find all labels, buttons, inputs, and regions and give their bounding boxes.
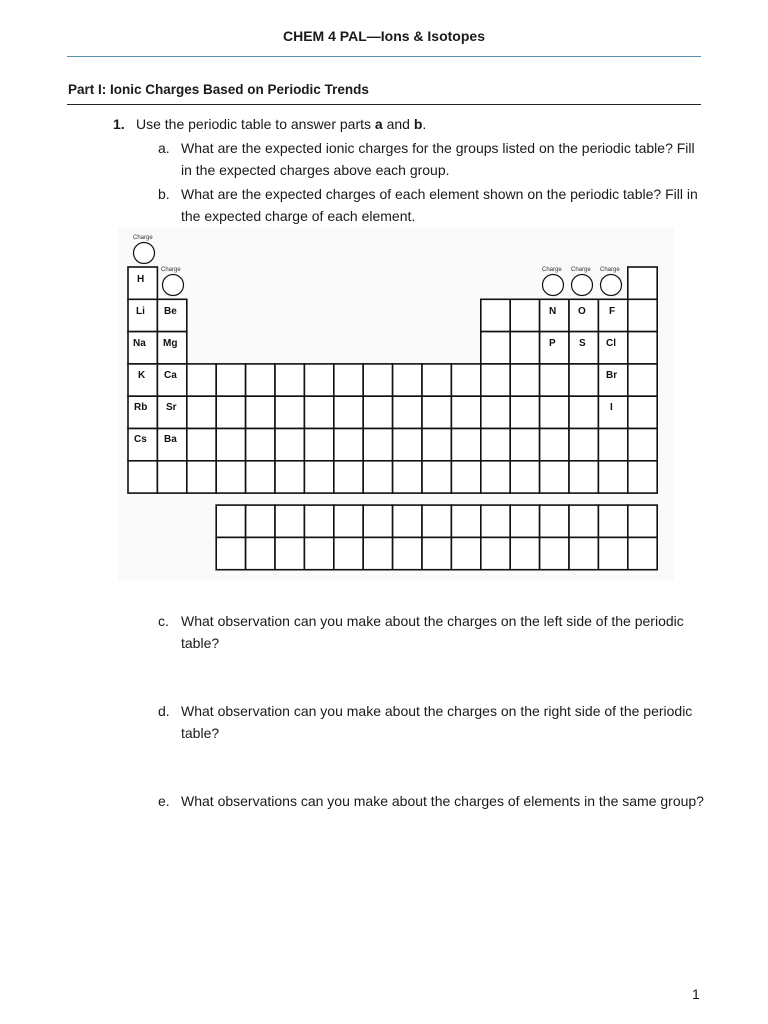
question-text-and: and — [382, 116, 414, 132]
periodic-cell[interactable] — [510, 429, 539, 461]
periodic-cell[interactable] — [187, 364, 216, 396]
periodic-cell[interactable] — [363, 429, 392, 461]
element-cs: Cs — [134, 434, 147, 445]
element-mg: Mg — [163, 338, 178, 349]
periodic-cell[interactable] — [216, 396, 245, 428]
periodic-cell[interactable] — [304, 396, 333, 428]
periodic-cell[interactable] — [451, 364, 480, 396]
periodic-cell[interactable] — [304, 537, 333, 569]
document-title: CHEM 4 PAL—Ions & Isotopes — [283, 28, 485, 44]
periodic-cell[interactable] — [187, 396, 216, 428]
periodic-cell[interactable] — [481, 332, 510, 364]
periodic-cell[interactable] — [363, 396, 392, 428]
periodic-cell[interactable] — [481, 299, 510, 331]
periodic-cell[interactable] — [481, 429, 510, 461]
periodic-cell[interactable] — [481, 396, 510, 428]
periodic-cell[interactable] — [451, 505, 480, 537]
periodic-table-figure — [118, 228, 674, 580]
periodic-cell[interactable] — [246, 537, 275, 569]
periodic-cell[interactable] — [334, 537, 363, 569]
periodic-cell[interactable] — [304, 429, 333, 461]
charge-circle-group1[interactable] — [134, 243, 155, 264]
element-i: I — [610, 402, 613, 413]
element-f: F — [609, 306, 616, 317]
element-ca: Ca — [164, 370, 177, 381]
periodic-cell[interactable] — [275, 364, 304, 396]
periodic-cell[interactable] — [569, 364, 598, 396]
periodic-cell[interactable] — [481, 364, 510, 396]
subquestion-text: What are the expected charges of each element shown on the periodic table? Fill in the expected charge of each element. — [181, 186, 698, 224]
periodic-cell[interactable] — [304, 505, 333, 537]
charge-circle-group16[interactable] — [572, 275, 593, 296]
periodic-cell[interactable] — [628, 537, 657, 569]
periodic-cell[interactable] — [393, 364, 422, 396]
periodic-cell[interactable] — [481, 461, 510, 493]
subquestion-letter: c. — [158, 613, 169, 629]
periodic-cell[interactable] — [569, 429, 598, 461]
element-ba: Ba — [164, 434, 177, 445]
question-number: 1. — [113, 116, 125, 132]
periodic-cell[interactable] — [628, 332, 657, 364]
periodic-cell[interactable] — [628, 461, 657, 493]
periodic-cell[interactable] — [451, 537, 480, 569]
periodic-cell[interactable] — [540, 461, 569, 493]
periodic-cell[interactable] — [246, 429, 275, 461]
element-n: N — [549, 306, 557, 317]
charge-circle-group15[interactable] — [543, 275, 564, 296]
periodic-cell[interactable] — [363, 537, 392, 569]
periodic-cell[interactable] — [275, 396, 304, 428]
charge-label-group17: Charge — [600, 267, 620, 273]
periodic-cell[interactable] — [598, 461, 627, 493]
periodic-cell[interactable] — [510, 396, 539, 428]
subquestion-text: What observations can you make about the charges of elements in the same group? — [181, 793, 704, 809]
periodic-cell[interactable] — [569, 396, 598, 428]
periodic-cell[interactable] — [334, 461, 363, 493]
header-divider — [67, 56, 701, 57]
periodic-cell[interactable] — [275, 461, 304, 493]
periodic-cell[interactable] — [216, 364, 245, 396]
periodic-cell[interactable] — [422, 364, 451, 396]
periodic-cell[interactable] — [451, 461, 480, 493]
periodic-cell[interactable] — [510, 505, 539, 537]
periodic-cell[interactable] — [216, 505, 245, 537]
periodic-cell[interactable] — [393, 537, 422, 569]
periodic-cell[interactable] — [187, 429, 216, 461]
periodic-cell[interactable] — [628, 267, 657, 299]
periodic-cell[interactable] — [510, 537, 539, 569]
periodic-cell[interactable] — [334, 429, 363, 461]
periodic-cell[interactable] — [334, 505, 363, 537]
element-na: Na — [133, 338, 146, 349]
periodic-cell[interactable] — [540, 364, 569, 396]
periodic-cell[interactable] — [422, 505, 451, 537]
periodic-cell[interactable] — [216, 461, 245, 493]
charge-label-group16: Charge — [571, 267, 591, 273]
periodic-cell[interactable] — [304, 461, 333, 493]
periodic-cell[interactable] — [451, 396, 480, 428]
charge-label-group1: Charge — [133, 235, 153, 241]
element-k: K — [138, 370, 146, 381]
periodic-cell[interactable] — [393, 461, 422, 493]
periodic-cell[interactable] — [451, 429, 480, 461]
periodic-cell[interactable] — [216, 537, 245, 569]
subquestion-letter: d. — [158, 703, 170, 719]
periodic-cell[interactable] — [246, 505, 275, 537]
periodic-cell[interactable] — [275, 537, 304, 569]
question-text-end: . — [422, 116, 427, 132]
periodic-cell[interactable] — [187, 461, 216, 493]
periodic-cell[interactable] — [246, 364, 275, 396]
periodic-cell[interactable] — [510, 364, 539, 396]
periodic-cell[interactable] — [422, 537, 451, 569]
periodic-cell[interactable] — [510, 461, 539, 493]
element-br: Br — [606, 370, 618, 381]
periodic-cell[interactable] — [510, 299, 539, 331]
periodic-cell[interactable] — [334, 396, 363, 428]
subquestion-letter: a. — [158, 140, 170, 156]
subquestion-text: What observation can you make about the charges on the right side of the periodic table? — [181, 703, 693, 741]
periodic-cell[interactable] — [363, 505, 392, 537]
periodic-cell[interactable] — [481, 505, 510, 537]
periodic-cell[interactable] — [540, 505, 569, 537]
periodic-cell[interactable] — [540, 429, 569, 461]
element-p: P — [549, 338, 556, 349]
element-sr: Sr — [166, 402, 177, 413]
element-be: Be — [164, 306, 177, 317]
part-divider — [67, 104, 701, 105]
charge-circle-group2[interactable] — [163, 275, 184, 296]
periodic-cell[interactable] — [628, 429, 657, 461]
periodic-cell[interactable] — [393, 505, 422, 537]
periodic-cell[interactable] — [540, 537, 569, 569]
periodic-cell[interactable] — [246, 396, 275, 428]
periodic-cell[interactable] — [128, 461, 157, 493]
periodic-cell[interactable] — [363, 461, 392, 493]
periodic-cell[interactable] — [628, 396, 657, 428]
periodic-cell[interactable] — [598, 537, 627, 569]
subquestion-text: What observation can you make about the charges on the left side of the periodic table? — [181, 613, 684, 651]
periodic-cell[interactable] — [510, 332, 539, 364]
periodic-cell[interactable] — [569, 461, 598, 493]
periodic-cell[interactable] — [540, 396, 569, 428]
periodic-cell[interactable] — [393, 396, 422, 428]
periodic-table — [118, 228, 674, 580]
periodic-cell[interactable] — [598, 429, 627, 461]
periodic-cell[interactable] — [363, 364, 392, 396]
periodic-cell[interactable] — [393, 429, 422, 461]
periodic-cell[interactable] — [422, 429, 451, 461]
periodic-cell[interactable] — [246, 461, 275, 493]
subquestion-text: What are the expected ionic charges for the groups listed on the periodic table? Fill in the expected charges above each group. — [181, 140, 695, 178]
periodic-cell[interactable] — [628, 299, 657, 331]
question-text-start: Use the periodic table to answer parts — [136, 116, 375, 132]
subquestion-letter: b. — [158, 186, 170, 202]
element-rb: Rb — [134, 402, 148, 413]
periodic-cell[interactable] — [157, 461, 186, 493]
periodic-cell[interactable] — [628, 505, 657, 537]
periodic-cell[interactable] — [275, 505, 304, 537]
periodic-cell[interactable] — [569, 505, 598, 537]
periodic-cell[interactable] — [334, 364, 363, 396]
periodic-cell[interactable] — [598, 505, 627, 537]
periodic-cell[interactable] — [598, 396, 627, 428]
subquestion-letter: e. — [158, 793, 170, 809]
periodic-cell[interactable] — [304, 364, 333, 396]
periodic-cell[interactable] — [216, 429, 245, 461]
page-number: 1 — [692, 986, 700, 1002]
element-h: H — [137, 274, 145, 285]
element-li: Li — [136, 306, 145, 317]
question-text — [136, 116, 426, 132]
element-cl: Cl — [606, 338, 616, 349]
periodic-cell[interactable] — [275, 429, 304, 461]
part-heading: Part I: Ionic Charges Based on Periodic Trends — [68, 82, 369, 97]
bold-part-a: a — [374, 116, 383, 132]
charge-label-group2: Charge — [161, 267, 181, 273]
periodic-cell[interactable] — [569, 537, 598, 569]
bold-part-b: b — [413, 116, 423, 132]
charge-label-group15: Charge — [542, 267, 562, 273]
charge-circle-group17[interactable] — [601, 275, 622, 296]
periodic-cell[interactable] — [628, 364, 657, 396]
periodic-cell[interactable] — [422, 461, 451, 493]
periodic-cell[interactable] — [422, 396, 451, 428]
element-o: O — [578, 306, 586, 317]
element-s: S — [579, 338, 586, 349]
periodic-cell[interactable] — [481, 537, 510, 569]
